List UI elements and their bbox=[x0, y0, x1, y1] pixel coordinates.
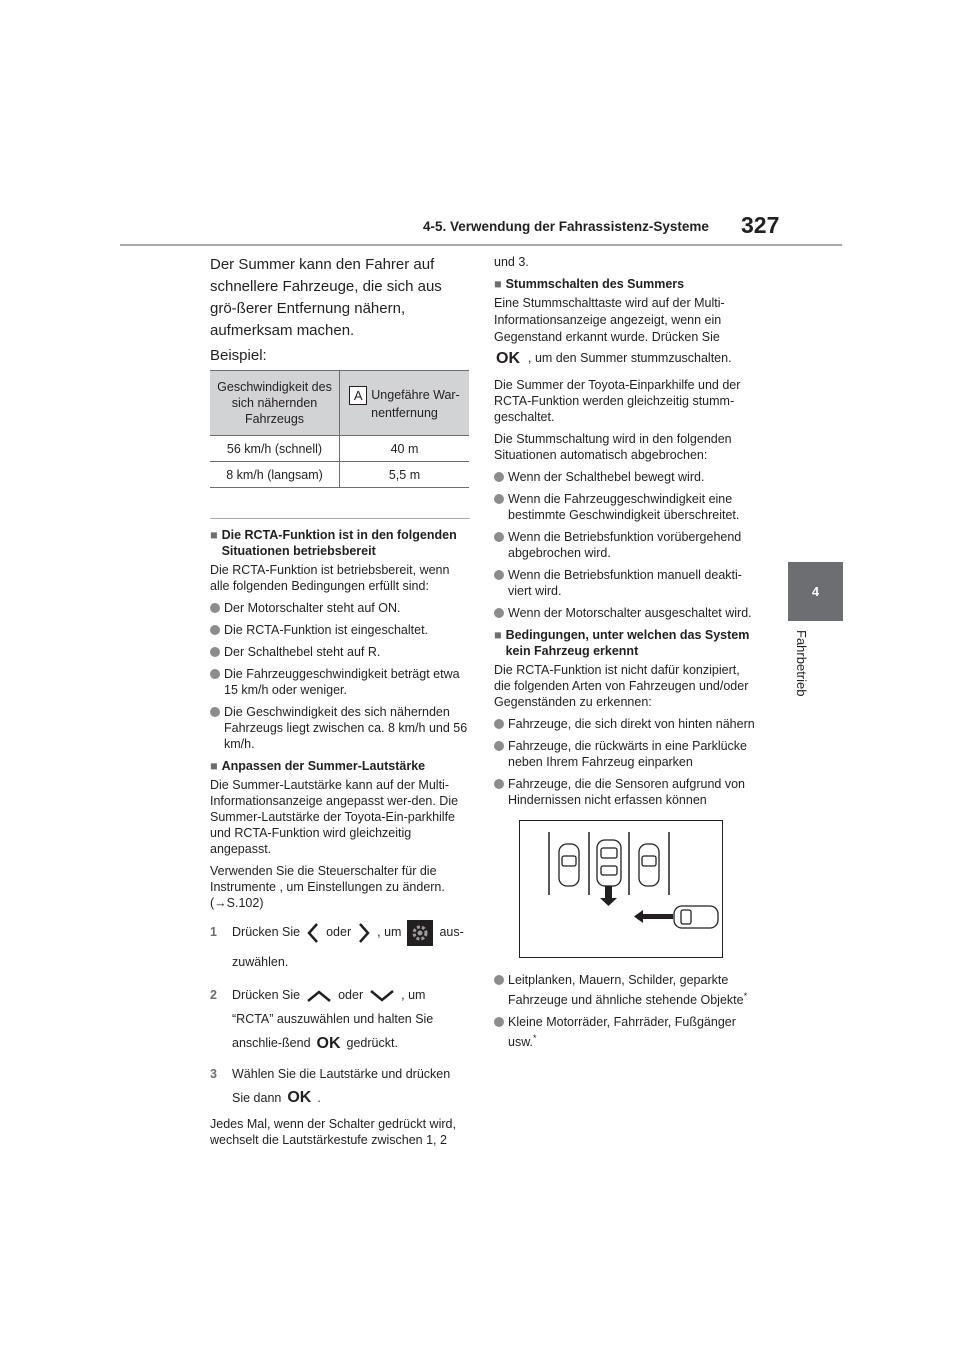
bullet-dot-icon bbox=[494, 608, 504, 618]
chevron-right-icon bbox=[357, 922, 371, 944]
gear-settings-icon bbox=[407, 920, 433, 946]
step-text-part: oder bbox=[338, 988, 364, 1002]
list-item bbox=[494, 776, 756, 808]
chapter-label: Fahrbetrieb bbox=[794, 630, 809, 697]
list-item-text: Wenn die Betriebsfunktion vorübergehend abgebrochen wird. bbox=[508, 530, 742, 560]
step-text-part: Wählen Sie die Lautstärke und drücken Sie dann bbox=[232, 1066, 451, 1105]
bullet-dot-icon bbox=[494, 975, 504, 985]
left-column bbox=[210, 254, 470, 1154]
ok-button-icon: OK bbox=[496, 350, 520, 367]
section-title: 4-5. Verwendung der Fahrassistenz-Systeme bbox=[423, 219, 709, 234]
table-header-row bbox=[210, 371, 469, 436]
continued-text: und 3. bbox=[494, 255, 529, 269]
table-row bbox=[210, 436, 469, 462]
speed-cell: 8 km/h (langsam) bbox=[210, 462, 340, 488]
mute-heading-text: Stummschalten des Summers bbox=[505, 277, 685, 291]
speed-table bbox=[210, 370, 469, 488]
list-item-text: Wenn der Schalthebel bewegt wird. bbox=[508, 470, 705, 484]
step-text-part: Drücken Sie bbox=[232, 925, 301, 939]
list-item-text: Der Motorschalter steht auf ON. bbox=[224, 601, 401, 615]
rcta-heading bbox=[210, 527, 470, 559]
example-label: Beispiel: bbox=[210, 347, 267, 364]
list-item-text: Wenn der Motorschalter ausgeschaltet wird. bbox=[508, 606, 752, 620]
volume-paragraph: Die Summer-Lautstärke kann auf der Multi-Informationsanzeige angepasst wer-den. Die Summer-Lautstärke der Toyota-Ein-parkhilfe und RCTA-Funktion wird gleichzeitig angepasst. bbox=[210, 778, 459, 856]
square-bullet-icon: ■ bbox=[494, 277, 502, 291]
list-item bbox=[494, 738, 756, 770]
bullet-dot-icon bbox=[494, 779, 504, 789]
conditions-intro: Die RCTA-Funktion ist nicht dafür konzipiert, die folgenden Arten von Fahrzeugen und/oder Gegenständen zu erkennen: bbox=[494, 663, 749, 709]
bullet-dot-icon bbox=[210, 625, 220, 635]
list-item-text: Die RCTA-Funktion ist eingeschaltet. bbox=[224, 623, 429, 637]
list-item bbox=[210, 622, 470, 638]
step-text bbox=[232, 983, 470, 1056]
approaching-car-icon bbox=[674, 906, 718, 928]
list-item-text: Fahrzeuge, die die Sensoren aufgrund von Hindernissen nicht erfassen können bbox=[508, 777, 745, 807]
square-bullet-icon: ■ bbox=[210, 528, 218, 542]
distance-cell: 40 m bbox=[340, 436, 470, 462]
step-text-part: oder bbox=[326, 925, 352, 939]
list-item-text: Wenn die Betriebsfunktion manuell deakti-viert wird. bbox=[508, 568, 742, 598]
step-text-part: aus-zuwählen. bbox=[232, 925, 464, 969]
conditions-heading bbox=[494, 627, 756, 659]
parked-car-left-icon bbox=[559, 844, 579, 886]
list-item bbox=[494, 491, 756, 523]
conditions-heading-text: Bedingungen, unter welchen das System kein Fahrzeug erkennt bbox=[505, 628, 750, 658]
step-text-part: , um bbox=[377, 925, 402, 939]
chevron-down-icon bbox=[369, 989, 395, 1003]
list-item-text: Die Fahrzeuggeschwindigkeit beträgt etwa 15 km/h oder weniger. bbox=[224, 667, 460, 697]
distance-cell: 5,5 m bbox=[340, 462, 470, 488]
bullet-dot-icon bbox=[494, 570, 504, 580]
square-bullet-icon: ■ bbox=[210, 759, 218, 773]
step-1 bbox=[210, 917, 470, 977]
step-text bbox=[232, 917, 470, 977]
step-text-part: gedrückt. bbox=[346, 1036, 398, 1050]
mute-paragraph bbox=[494, 295, 756, 371]
rcta-heading-text: Die RCTA-Funktion ist in den folgenden Situationen betriebsbereit bbox=[221, 528, 457, 558]
header-divider bbox=[120, 244, 842, 246]
list-item bbox=[210, 644, 470, 660]
volume-paragraph: Verwenden Sie die Steuerschalter für die Instrumente , um Einstellungen zu ändern. (→S.102) bbox=[210, 864, 445, 910]
header-distance bbox=[340, 371, 470, 436]
list-item-text: Die Geschwindigkeit des sich nähernden Fahrzeugs liegt zwischen ca. 8 km/h und 56 km/h. bbox=[224, 705, 468, 751]
bullet-dot-icon bbox=[210, 647, 220, 657]
ok-button-icon: OK bbox=[316, 1034, 341, 1052]
list-item-text: Wenn die Fahrzeuggeschwindigkeit eine bestimmte Geschwindigkeit überschreitet. bbox=[508, 492, 740, 522]
list-item bbox=[210, 600, 470, 616]
step-2 bbox=[210, 983, 470, 1056]
list-item-text: Fahrzeuge, die rückwärts in eine Parklücke neben Ihrem Fahrzeug einparken bbox=[508, 739, 748, 769]
page-number: 327 bbox=[741, 212, 780, 238]
list-item bbox=[494, 567, 756, 599]
list-item bbox=[494, 529, 756, 561]
chevron-up-icon bbox=[306, 989, 332, 1003]
mute-paragraph: Die Summer der Toyota-Einparkhilfe und der RCTA-Funktion werden gleichzeitig stumm-geschaltet. bbox=[494, 378, 741, 424]
bullet-dot-icon bbox=[494, 741, 504, 751]
step-text-part: Drücken Sie bbox=[232, 988, 301, 1002]
bullet-dot-icon bbox=[210, 669, 220, 679]
bullet-dot-icon bbox=[494, 1017, 504, 1027]
square-bullet-icon: ■ bbox=[494, 628, 502, 642]
section-divider bbox=[210, 518, 470, 519]
mute-heading bbox=[494, 276, 756, 292]
list-item bbox=[494, 716, 756, 732]
mute-paragraph: Die Stummschaltung wird in den folgenden Situationen automatisch abgebrochen: bbox=[494, 432, 732, 462]
bullet-dot-icon bbox=[494, 472, 504, 482]
step-text bbox=[232, 1062, 470, 1111]
step-text-part: , um “RCTA” auszuwählen und halten Sie anschlie-ßend bbox=[232, 988, 434, 1050]
list-item-text-part: Leitplanken, Mauern, Schilder, geparkte Fahrzeuge und ähnliche stehende Objekte bbox=[508, 973, 744, 1008]
intro-text: Der Summer kann den Fahrer auf schnellere Fahrzeuge, die sich aus grö-ßerer Entfernung nähern, aufmerksam machen. bbox=[210, 256, 442, 339]
list-item bbox=[210, 704, 470, 752]
own-car-icon bbox=[597, 840, 621, 886]
bullet-dot-icon bbox=[210, 707, 220, 717]
ok-button-icon: OK bbox=[287, 1089, 312, 1107]
rcta-intro: Die RCTA-Funktion ist betriebsbereit, wenn alle folgenden Bedingungen erfüllt sind: bbox=[210, 563, 450, 593]
list-item bbox=[494, 1014, 756, 1050]
parking-illustration bbox=[519, 820, 723, 958]
step-number: 3 bbox=[210, 1066, 217, 1081]
list-item bbox=[494, 972, 756, 1008]
list-item-text bbox=[508, 1014, 756, 1050]
closing-paragraph: Jedes Mal, wenn der Schalter gedrückt wird, wechselt die Lautstärkestufe zwischen 1, 2 bbox=[210, 1117, 456, 1148]
speed-cell: 56 km/h (schnell) bbox=[210, 436, 340, 462]
marker-a-label: A bbox=[349, 386, 367, 405]
header-distance-text: Ungefähre War-nentfernung bbox=[371, 387, 460, 420]
bullet-dot-icon bbox=[494, 494, 504, 504]
step-3 bbox=[210, 1062, 470, 1111]
step-number: 2 bbox=[210, 988, 217, 1002]
bullet-dot-icon bbox=[210, 603, 220, 613]
chapter-tab: 4 bbox=[788, 562, 843, 621]
header-speed: Geschwindigkeit des sich nähernden Fahrzeugs bbox=[210, 371, 340, 436]
list-item-text: Der Schalthebel steht auf R. bbox=[224, 645, 381, 659]
right-column bbox=[494, 254, 756, 1056]
footnote-marker: * bbox=[533, 1033, 537, 1044]
list-item bbox=[494, 469, 756, 485]
mute-paragraph-text: , um den Summer stummzuschalten. bbox=[528, 350, 732, 365]
volume-heading-text: Anpassen der Summer-Lautstärke bbox=[221, 759, 426, 773]
step-text-part: . bbox=[317, 1090, 321, 1105]
mute-paragraph-text: Eine Stummschalttaste wird auf der Multi-Informationsanzeige angezeigt, wenn ein Gegenstand erkannt wurde. Drücken Sie bbox=[494, 296, 725, 344]
parked-car-right-icon bbox=[639, 844, 659, 886]
list-item bbox=[494, 605, 756, 621]
volume-heading bbox=[210, 758, 470, 774]
list-item-text-part: Kleine Motorräder, Fahrräder, Fußgänger usw. bbox=[508, 1015, 736, 1050]
footnote-marker: * bbox=[743, 991, 748, 1001]
list-item-text bbox=[508, 972, 756, 1008]
table-row bbox=[210, 462, 469, 488]
list-item-text: Fahrzeuge, die sich direkt von hinten nähern bbox=[508, 717, 755, 731]
bullet-dot-icon bbox=[494, 719, 504, 729]
bullet-dot-icon bbox=[494, 532, 504, 542]
step-number: 1 bbox=[210, 925, 217, 939]
chevron-left-icon bbox=[306, 922, 320, 944]
list-item bbox=[210, 666, 470, 698]
